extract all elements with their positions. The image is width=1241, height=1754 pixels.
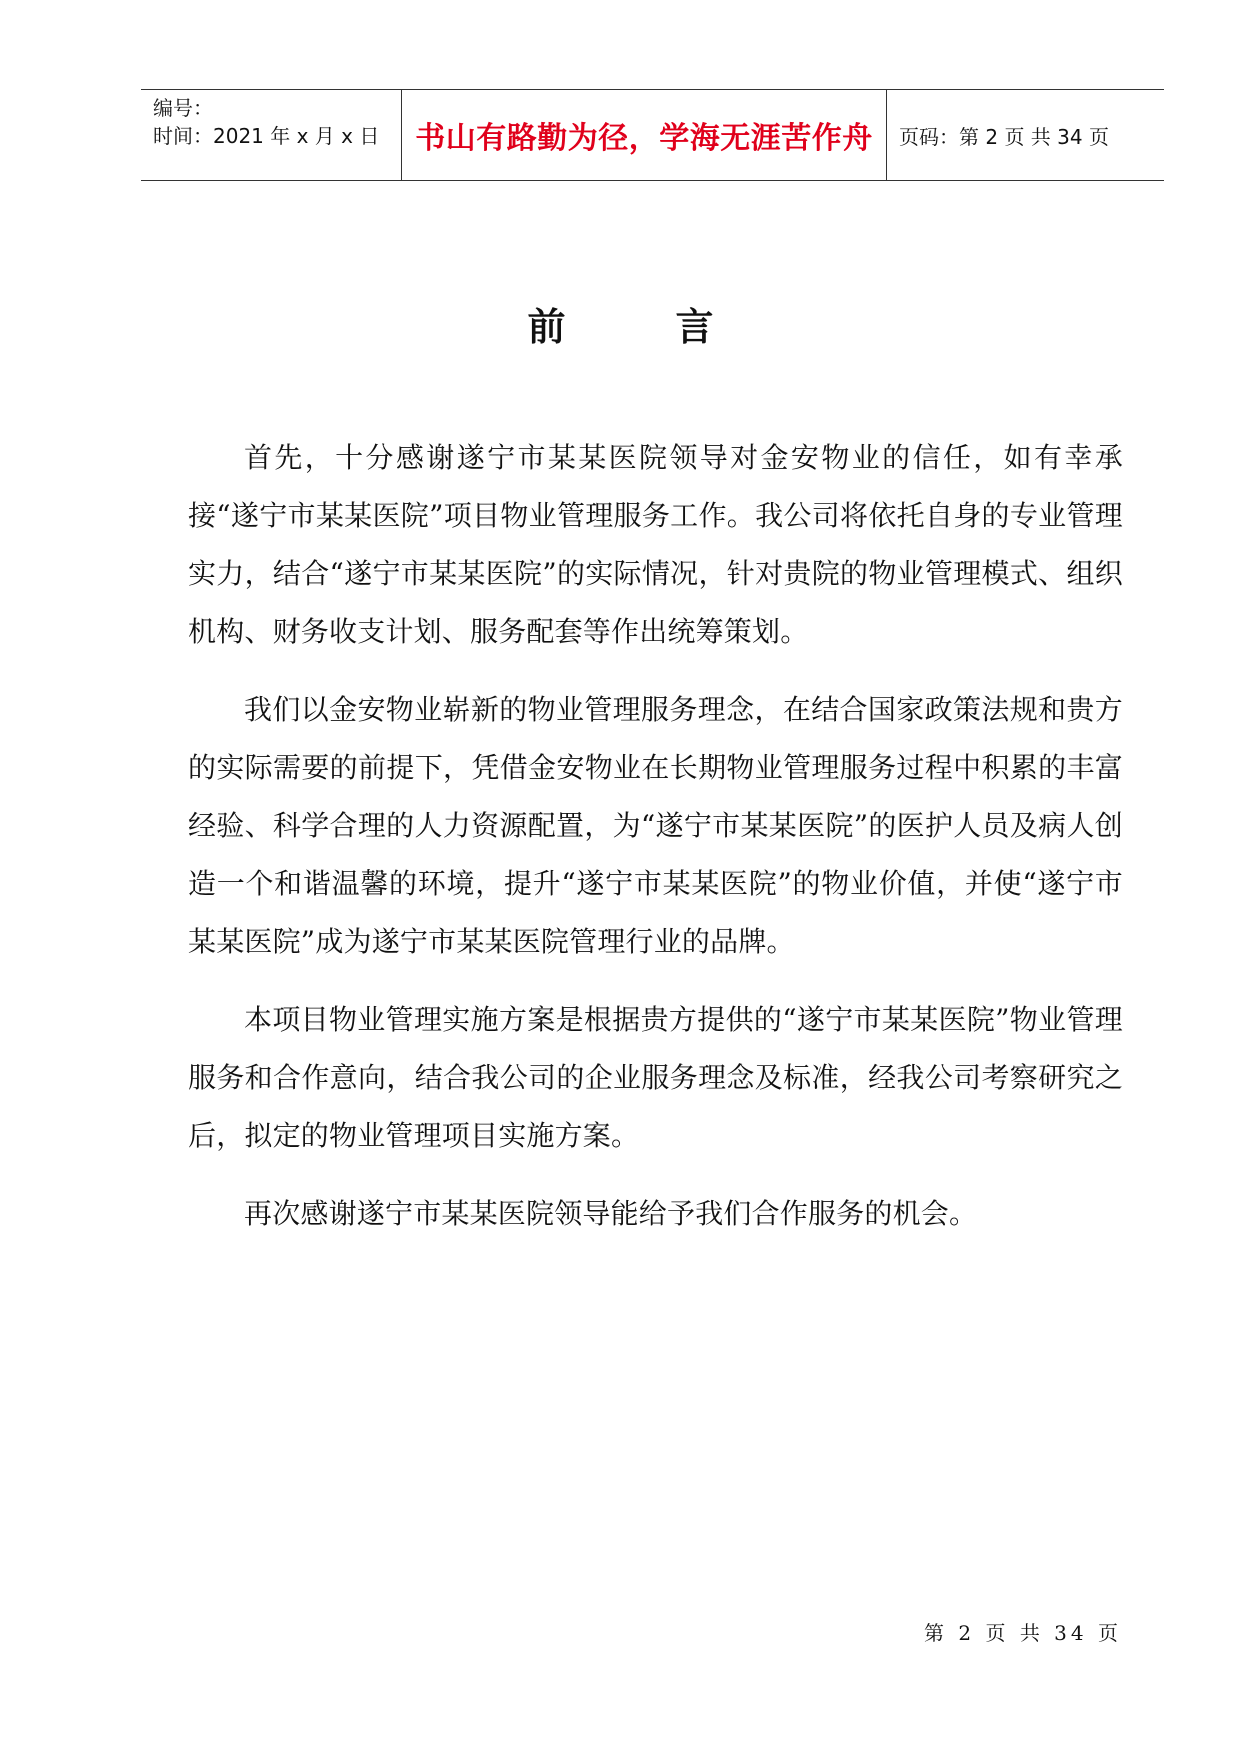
page-footer: 第 2 页 共 34 页 xyxy=(924,1621,1122,1645)
body-text xyxy=(188,429,1123,1263)
header-meta xyxy=(141,90,402,180)
paragraph: 我们以金安物业崭新的物业管理服务理念，在结合国家政策法规和贵方的实际需要的前提下，凭借金安物业在长期物业管理服务过程中积累的丰富经验、科学合理的人力资源配置，为“遂宁市某某医院”的医护人员及病人创造一个和谐温馨的环境，提升“遂宁市某某医院”的物业价值，并使“遂宁市某某医院”成为遂宁市某某医院管理行业的品牌。 xyxy=(188,693,1123,958)
page-header xyxy=(141,89,1164,181)
page-title: 前言 xyxy=(527,304,824,349)
header-page-code: 页码：第 2 页 共 34 页 xyxy=(899,124,1109,149)
paragraph: 本项目物业管理实施方案是根据贵方提供的“遂宁市某某医院”物业管理服务和合作意向，结合我公司的企业服务理念及标准，经我公司考察研究之后，拟定的物业管理项目实施方案。 xyxy=(188,1003,1123,1152)
paragraph: 再次感谢遂宁市某某医院领导能给予我们合作服务的机会。 xyxy=(244,1197,978,1230)
paragraph: 首先，十分感谢遂宁市某某医院领导对金安物业的信任，如有幸承接“遂宁市某某医院”项目物业管理服务工作。我公司将依托自身的专业管理实力，结合“遂宁市某某医院”的实际情况，针对贵院的物业管理模式、组织机构、财务收支计划、服务配套等作出统筹策划。 xyxy=(188,441,1123,648)
header-motto: 书山有路勤为径，学海无涯苦作舟 xyxy=(402,90,887,180)
time-label: 时间：2021 年 x 月 x 日 xyxy=(153,124,380,148)
number-label: 编号： xyxy=(153,96,213,120)
